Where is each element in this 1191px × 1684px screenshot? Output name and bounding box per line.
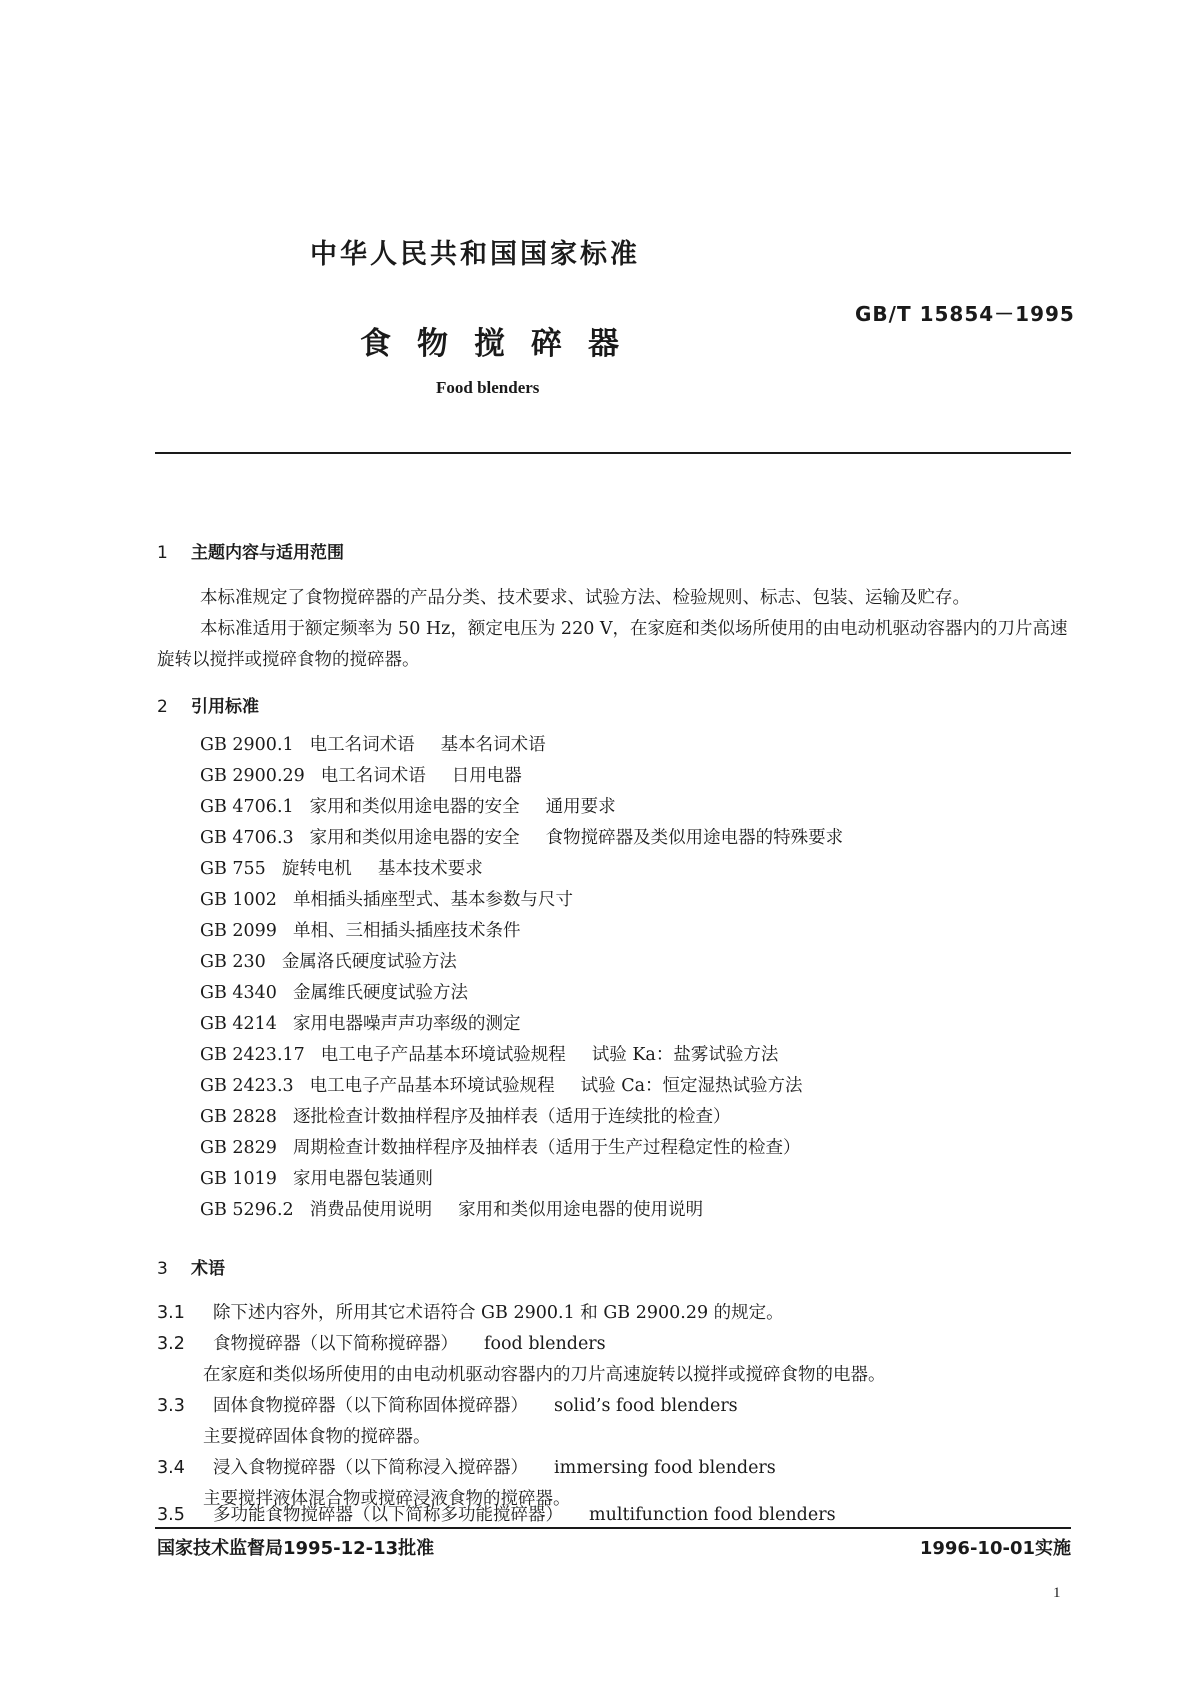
- reference-subtitle: 食物搅碎器及类似用途电器的特殊要求: [545, 828, 844, 848]
- reference-subtitle: 基本技术要求: [377, 859, 483, 879]
- section-1-heading: [157, 538, 344, 563]
- term-english: solid’s food blenders: [554, 1396, 738, 1416]
- reference-code: GB 5296.2: [200, 1200, 294, 1220]
- reference-code: GB 2829: [200, 1138, 277, 1158]
- reference-subtitle: 试验 Ka：盐雾试验方法: [591, 1045, 779, 1065]
- section-number: 3: [157, 1259, 168, 1279]
- reference-subtitle: 基本名词术语: [440, 735, 546, 755]
- page-number: 1: [1053, 1585, 1061, 1601]
- reference-item: [200, 1102, 843, 1133]
- term-english: multifunction food blenders: [589, 1505, 836, 1525]
- reference-title: 金属洛氏硬度试验方法: [281, 952, 457, 972]
- term-text: 多功能食物搅碎器（以下简称多功能搅碎器）: [213, 1505, 563, 1525]
- document-title-cn: 食物搅碎器: [360, 326, 645, 362]
- term-3-3: [157, 1391, 738, 1422]
- reference-code: GB 755: [200, 859, 266, 879]
- reference-item: [200, 1009, 843, 1040]
- reference-code: GB 2900.1: [200, 735, 294, 755]
- reference-code: GB 4340: [200, 983, 277, 1003]
- reference-subtitle: 通用要求: [545, 797, 616, 817]
- reference-title: 逐批检查计数抽样程序及抽样表（适用于连续批的检查）: [292, 1107, 731, 1127]
- term-3-4: [157, 1453, 776, 1484]
- term-english: immersing food blenders: [554, 1458, 776, 1478]
- header-divider: [155, 452, 1071, 454]
- term-text: 固体食物搅碎器（以下简称固体搅碎器）: [213, 1396, 528, 1416]
- reference-title: 消费品使用说明: [309, 1200, 433, 1220]
- reference-title: 金属维氏硬度试验方法: [292, 983, 468, 1003]
- reference-title: 家用和类似用途电器的安全: [309, 797, 520, 817]
- reference-item: [200, 823, 843, 854]
- reference-code: GB 4214: [200, 1014, 277, 1034]
- term-3-1: [157, 1298, 784, 1329]
- reference-title: 电工电子产品基本环境试验规程: [309, 1076, 555, 1096]
- section-number: 1: [157, 543, 168, 563]
- reference-title: 电工电子产品基本环境试验规程: [320, 1045, 566, 1065]
- reference-subtitle: 日用电器: [451, 766, 522, 786]
- reference-item: [200, 885, 843, 916]
- section-1-paragraph-2: 本标准适用于额定频率为 50 Hz，额定电压为 220 V，在家庭和类似场所使用的由电动机驱动容器内的刀片高速旋转以搅拌或搅碎食物的搅碎器。: [157, 619, 1068, 670]
- reference-item: [200, 792, 843, 823]
- reference-code: GB 230: [200, 952, 266, 972]
- reference-title: 电工名词术语: [309, 735, 415, 755]
- standard-number: GB/T 15854－1995: [855, 302, 1075, 326]
- reference-code: GB 1002: [200, 890, 277, 910]
- section-1-paragraph-1: 本标准规定了食物搅碎器的产品分类、技术要求、试验方法、检验规则、标志、包装、运输及贮存。: [200, 588, 970, 608]
- term-number: 3.5: [157, 1505, 185, 1525]
- section-title: 术语: [191, 1259, 225, 1279]
- reference-code: GB 2828: [200, 1107, 277, 1127]
- reference-item: [200, 730, 843, 761]
- footer-divider: [155, 1527, 1071, 1529]
- reference-item: [200, 916, 843, 947]
- term-text: 除下述内容外，所用其它术语符合 GB 2900.1 和 GB 2900.29 的规定。: [213, 1303, 784, 1323]
- reference-title: 家用电器噪声声功率级的测定: [292, 1014, 521, 1034]
- term-number: 3.4: [157, 1458, 185, 1478]
- term-3-2: [157, 1329, 606, 1360]
- reference-item: [200, 978, 843, 1009]
- reference-code: GB 2099: [200, 921, 277, 941]
- section-3-heading: [157, 1254, 225, 1279]
- section-number: 2: [157, 697, 168, 717]
- reference-item: [200, 1071, 843, 1102]
- term-number: 3.3: [157, 1396, 185, 1416]
- reference-title: 单相插头插座型式、基本参数与尺寸: [292, 890, 573, 910]
- term-number: 3.1: [157, 1303, 185, 1323]
- national-standard-heading: 中华人民共和国国家标准: [310, 239, 640, 270]
- reference-title: 单相、三相插头插座技术条件: [292, 921, 521, 941]
- section-title: 引用标准: [191, 697, 259, 717]
- reference-item: [200, 1164, 843, 1195]
- reference-item: [200, 761, 843, 792]
- effective-date: 1996-10-01实施: [919, 1538, 1071, 1559]
- reference-item: [200, 1040, 843, 1071]
- term-number: 3.2: [157, 1334, 185, 1354]
- reference-code: GB 4706.3: [200, 828, 294, 848]
- term-3-2-definition: 在家庭和类似场所使用的由电动机驱动容器内的刀片高速旋转以搅拌或搅碎食物的电器。: [203, 1365, 886, 1385]
- reference-title: 电工名词术语: [320, 766, 426, 786]
- reference-code: GB 1019: [200, 1169, 277, 1189]
- reference-title: 家用电器包装通则: [292, 1169, 433, 1189]
- term-3-3-definition: 主要搅碎固体食物的搅碎器。: [203, 1427, 431, 1447]
- reference-item: [200, 947, 843, 978]
- reference-code: GB 2900.29: [200, 766, 305, 786]
- reference-item: [200, 1195, 843, 1226]
- reference-title: 周期检查计数抽样程序及抽样表（适用于生产过程稳定性的检查）: [292, 1138, 801, 1158]
- reference-title: 旋转电机: [281, 859, 352, 879]
- reference-code: GB 2423.17: [200, 1045, 305, 1065]
- term-text: 食物搅碎器（以下简称搅碎器）: [213, 1334, 458, 1354]
- term-text: 浸入食物搅碎器（以下简称浸入搅碎器）: [213, 1458, 528, 1478]
- reference-code: GB 2423.3: [200, 1076, 294, 1096]
- reference-subtitle: 家用和类似用途电器的使用说明: [458, 1200, 704, 1220]
- normative-references-list: [200, 730, 843, 1226]
- issued-by-date: 国家技术监督局1995-12-13批准: [157, 1538, 435, 1559]
- reference-subtitle: 试验 Ca：恒定湿热试验方法: [580, 1076, 803, 1096]
- reference-code: GB 4706.1: [200, 797, 294, 817]
- section-title: 主题内容与适用范围: [191, 543, 344, 563]
- term-english: food blenders: [484, 1334, 606, 1354]
- section-2-heading: [157, 692, 259, 717]
- reference-item: [200, 1133, 843, 1164]
- term-3-4-definition: 主要搅拌液体混合物或搅碎浸液食物的搅碎器。: [203, 1489, 571, 1509]
- reference-title: 家用和类似用途电器的安全: [309, 828, 520, 848]
- reference-item: [200, 854, 843, 885]
- document-title-en: Food blenders: [436, 378, 540, 397]
